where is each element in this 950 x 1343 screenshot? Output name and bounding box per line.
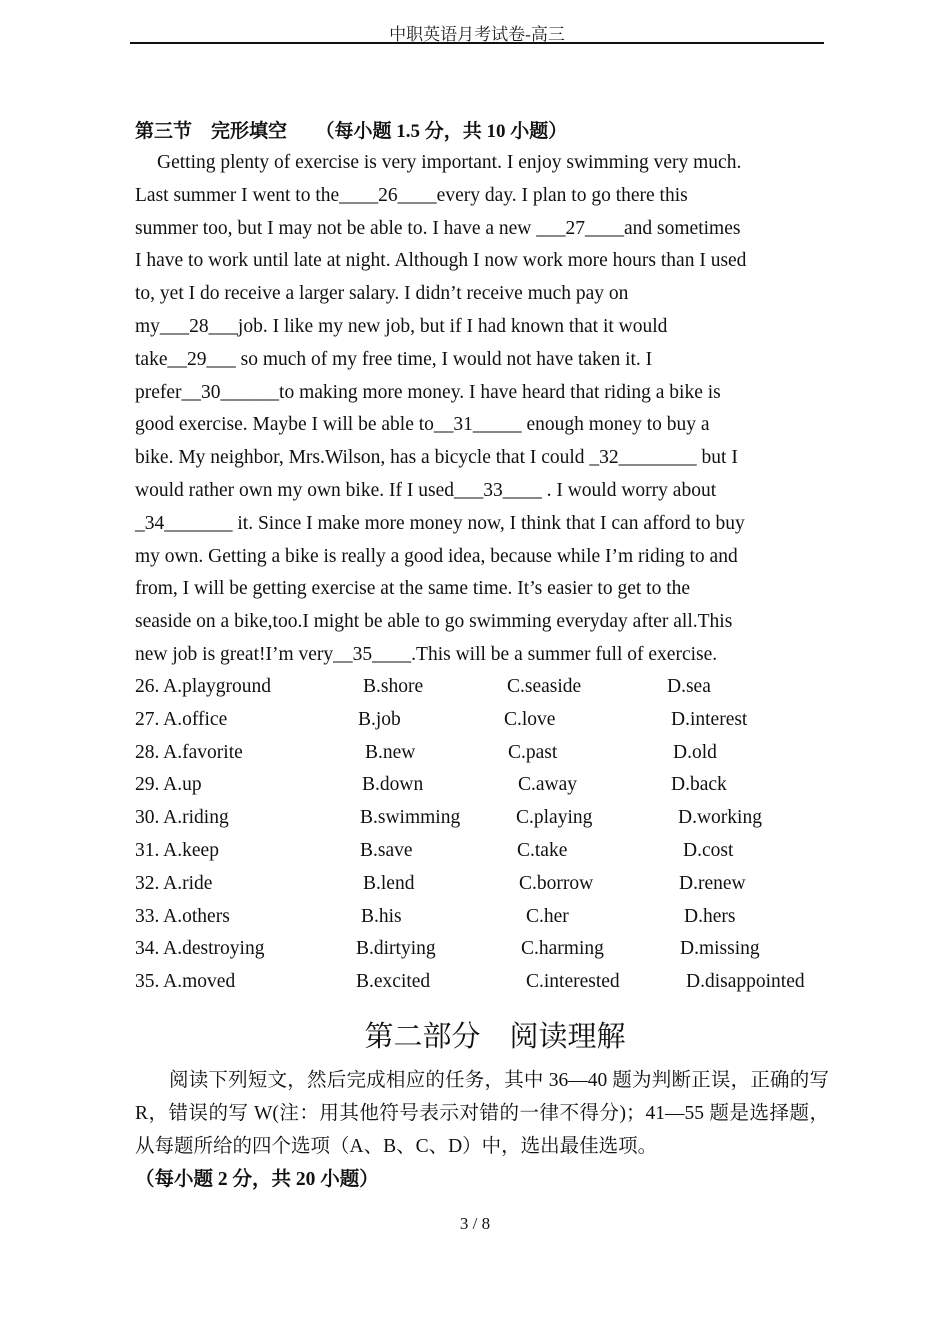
passage-line: Last summer I went to the____26____every day. I plan to go there this: [135, 184, 688, 206]
question-row: [135, 737, 835, 770]
question-row: [135, 933, 835, 966]
reading-instructions: [135, 1064, 829, 1196]
option-d: D.working: [678, 807, 762, 829]
option-c: C.seaside: [507, 676, 582, 697]
passage-line: I have to work until late at night. Although I now work more hours than I used: [135, 250, 747, 272]
option-a: 29. A.up: [135, 774, 202, 796]
passage-line: would rather own my own bike. If I used___33____ . I would worry about: [135, 479, 717, 501]
option-d: D.interest: [671, 708, 748, 730]
option-a: 35. A.moved: [135, 971, 236, 993]
option-c: C.love: [504, 708, 556, 730]
option-a: 31. A.keep: [135, 839, 219, 861]
answer-choices: [135, 671, 835, 999]
question-row: [135, 835, 835, 868]
option-b: B.swimming: [360, 807, 461, 829]
question-row: [135, 802, 835, 835]
page-number: 3 / 8: [459, 1214, 491, 1233]
option-a: 30. A.riding: [135, 807, 229, 829]
option-a: 26. A.playground: [135, 676, 271, 697]
option-d: D.old: [673, 741, 717, 763]
passage-line: prefer__30______to making more money. I have heard that riding a bike is: [135, 381, 721, 403]
option-d: D.cost: [683, 839, 734, 861]
option-b: B.shore: [363, 676, 424, 697]
option-d: D.hers: [684, 905, 736, 927]
question-row: [135, 704, 835, 737]
option-d: D.missing: [680, 938, 760, 960]
passage-line: Getting plenty of exercise is very important. I enjoy swimming very much.: [157, 152, 742, 173]
option-b: B.save: [360, 839, 413, 861]
option-b: B.new: [365, 741, 416, 763]
option-a: 32. A.ride: [135, 872, 213, 894]
option-a: 33. A.others: [135, 905, 230, 927]
question-row: [135, 868, 835, 901]
passage-line: _34_______ it. Since I make more money now, I think that I can afford to buy: [135, 512, 745, 534]
option-c: C.away: [518, 774, 578, 796]
section-title: 第三节 完形填空 （每小题 1.5 分，共 10 小题）: [135, 121, 568, 142]
question-row: [135, 966, 835, 999]
passage-line: new job is great!I’m very__35____.This will be a summer full of exercise.: [135, 643, 718, 665]
question-row: [135, 671, 835, 704]
option-d: D.sea: [667, 676, 711, 697]
option-c: C.harming: [521, 938, 604, 960]
option-b: B.lend: [363, 872, 415, 894]
option-d: D.renew: [679, 872, 746, 894]
score-note: （每小题 2 分，共 20 小题）: [135, 1169, 379, 1190]
option-c: C.interested: [526, 971, 620, 993]
header-divider: [130, 42, 824, 44]
passage-line: to, yet I do receive a larger salary. I didn’t receive much pay on: [135, 283, 629, 305]
instructions-text: 阅读下列短文，然后完成相应的任务，其中 36—40 题为判断正误，正确的写 R，错误的写 W(注：用其他符号表示对错的一律不得分)；41—55 题是选择题，从每题所给的四个选项（A、B、C、D）中，选出最佳选项。: [135, 1070, 829, 1157]
option-c: C.playing: [516, 807, 593, 829]
passage-line: take__29___ so much of my free time, I would not have taken it. I: [135, 348, 653, 370]
option-a: 27. A.office: [135, 708, 228, 730]
option-d: D.back: [671, 774, 727, 796]
option-c: C.take: [517, 839, 568, 861]
passage-line: my___28___job. I like my new job, but if I had known that it would: [135, 315, 668, 337]
option-b: B.job: [358, 708, 401, 730]
option-b: B.excited: [356, 971, 431, 993]
option-b: B.down: [362, 774, 424, 796]
part-title: 第二部分 阅读理解: [364, 1021, 626, 1053]
option-c: C.past: [508, 741, 558, 763]
passage-line: seaside on a bike,too.I might be able to go swimming everyday after all.This: [135, 611, 733, 633]
page-header: 中职英语月考试卷-高三: [389, 25, 565, 44]
passage-line: good exercise. Maybe I will be able to__31_____ enough money to buy a: [135, 414, 710, 436]
option-c: C.borrow: [519, 872, 594, 894]
option-d: D.disappointed: [686, 971, 805, 993]
option-b: B.dirtying: [356, 938, 436, 960]
option-b: B.his: [361, 905, 402, 927]
option-a: 34. A.destroying: [135, 938, 265, 960]
question-row: [135, 901, 835, 934]
passage-line: summer too, but I may not be able to. I have a new ___27____and sometimes: [135, 217, 741, 239]
passage-line: my own. Getting a bike is really a good idea, because while I’m riding to and: [135, 545, 738, 567]
cloze-passage: [135, 147, 821, 672]
option-a: 28. A.favorite: [135, 741, 243, 763]
question-row: [135, 769, 835, 802]
passage-line: bike. My neighbor, Mrs.Wilson, has a bicycle that I could _32________ but I: [135, 447, 738, 469]
passage-line: from, I will be getting exercise at the same time. It’s easier to get to the: [135, 578, 691, 600]
option-c: C.her: [526, 905, 569, 927]
